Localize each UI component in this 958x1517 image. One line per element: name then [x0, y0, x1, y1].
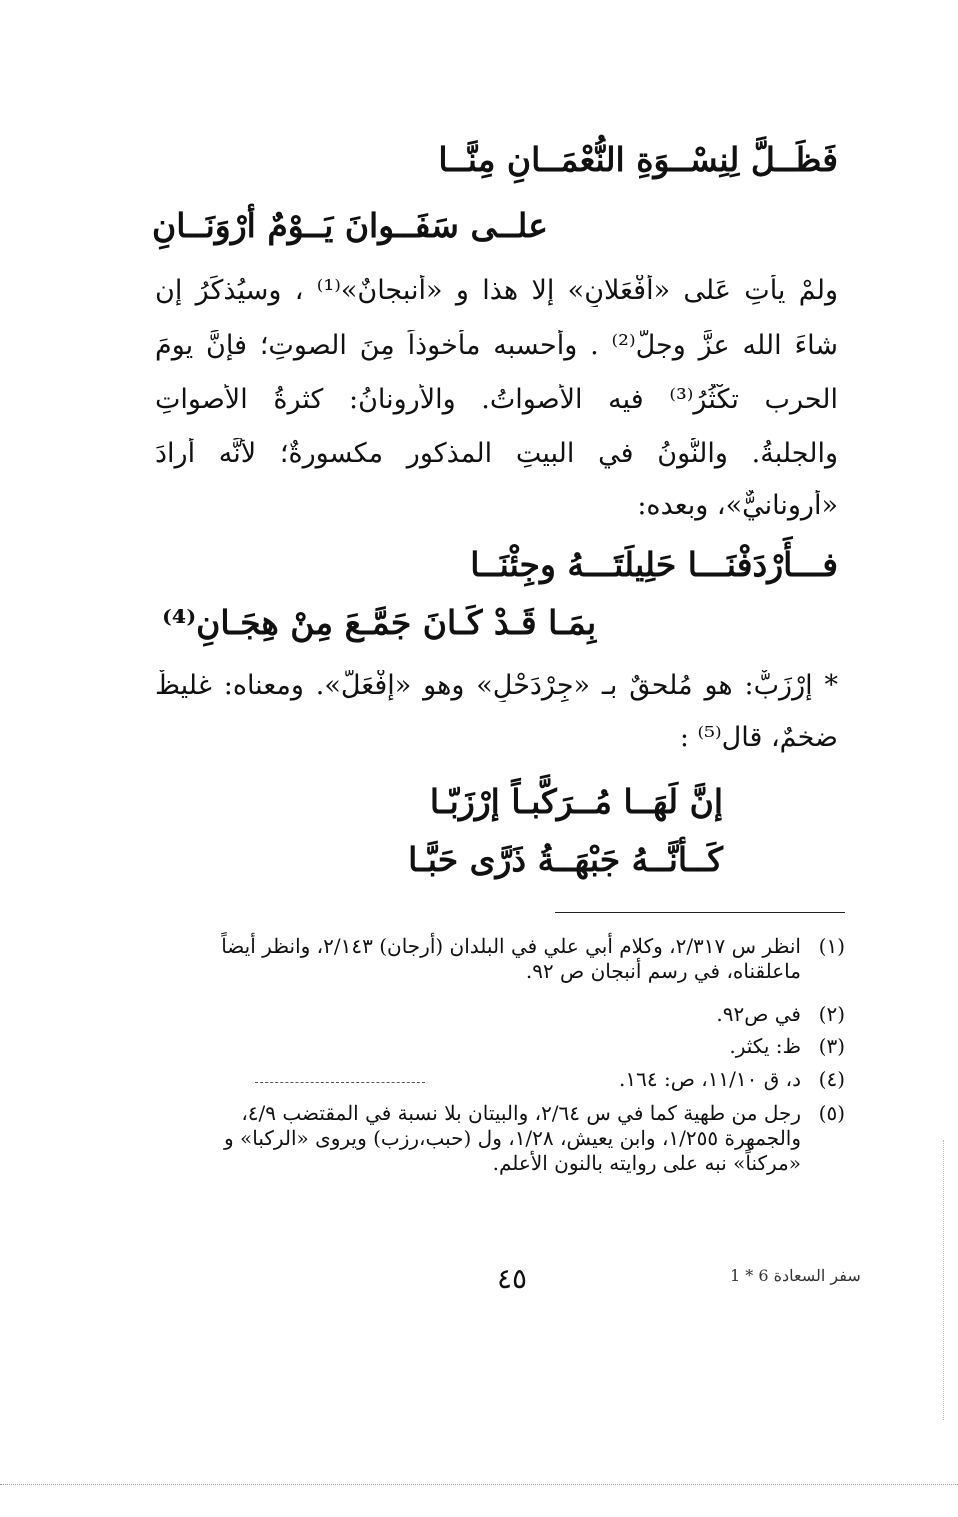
footnote-number: (٤) [818, 1067, 845, 1091]
scan-edge-line [0, 1484, 958, 1485]
verse-first-hemistich: إنَّ لَهَــا مُــرَكَّبـاً إرْزَبّـا [429, 782, 723, 821]
footnote-number: (٣) [818, 1034, 845, 1058]
paragraph-line: ولمْ يأتِ عَلى «أَفْعَلانٍ» إلا هذا و «أَنبجانٌ»⁽¹⁾ ، وسيُذكَرُ إن [155, 275, 838, 306]
paragraph-line: * إرْزَبٌّ: هو مُلحقٌ بـ «جِرْدَحْلٍ» وهو «إِفْعَلٌّ». ومعناه: غليظٌ [155, 670, 838, 701]
verse-first-hemistich: فـــأَرْدَفْنَـــا حَلِيلَتَـــهُ وجِئْنَــا [470, 545, 838, 584]
paragraph-line: شاءَ الله عزَّ وجلَّ⁽²⁾ . وأحسبه مأخوذاً مِنَ الصوتِ؛ فإنَّ يومَ [155, 330, 838, 361]
footnote-text: في ص٩٢. [716, 1002, 801, 1026]
footnote-dashed-line [255, 1082, 425, 1083]
verse-second-hemistich: علــى سَفَــوانَ يَــوْمٌ أرْوَنَــانِ [152, 206, 548, 245]
footnote [145, 1067, 845, 1092]
paragraph-line: «أرونانيٌّ»، وبعده: [637, 490, 838, 521]
verse-first-hemistich: فَظَــلَّ لِنِسْــوَةِ النُّعْمَــانِ مِنَّــا [438, 140, 838, 179]
footnote-text: رجل من طهية كما في س ٢/٦٤، والبيتان بلا نسبة في المقتضب ٤/٩، [241, 1101, 801, 1125]
footnote-separator [555, 912, 845, 913]
footnote-number: (٢) [818, 1002, 845, 1026]
footnote-text: «مركناً» نبه على روايته بالنون الأعلم. [492, 1151, 801, 1175]
footnote [145, 1101, 845, 1176]
paragraph-line: ضخمٌ، قال⁽⁵⁾ : [679, 722, 838, 753]
footnote [145, 934, 845, 984]
paragraph-line: الحرب تكْثُرُ⁽³⁾ فيه الأصواتُ. والأرونانُ: كثرةُ الأصواتِ [155, 384, 838, 415]
footnote-text: ماعلقناه، في رسم أنبجان ص ٩٢. [525, 959, 801, 983]
running-footer: سفر السعادة 6 * 1 [730, 1266, 861, 1285]
verse-second-hemistich: كَــأنَّــهُ جَبْهَــةُ ذَرَّى حَبَّـا [408, 840, 723, 879]
footnote-text: والجمهرة ١/٢٥٥، وابن يعيش، ١/٢٨، ول (حبب،رزب) ويروى «الركبا» و [223, 1126, 801, 1150]
footnote-number: (٥) [818, 1101, 845, 1125]
scan-margin-line [943, 1140, 944, 1420]
footnote-text: انظر س ٢/٣١٧، وكلام أبي علي في البلدان (أرجان) ٢/١٤٣، وانظر أيضاً [221, 934, 801, 958]
footnote-text: ظ: يكثر. [729, 1034, 801, 1058]
verse-second-hemistich: بِمَـا قَـدْ كَـانَ جَمَّـعَ مِنْ هِجَـانِ⁽⁴⁾ [162, 603, 597, 642]
footnote [145, 1034, 845, 1059]
footnote-number: (١) [818, 934, 845, 958]
footnote [145, 1002, 845, 1027]
page-number: ٤٥ [496, 1262, 528, 1295]
paragraph-line: والجلبةُ. والنُّونُ في البيتِ المذكور مكسورةٌ؛ لأنَّه أرادَ [155, 438, 838, 469]
footnote-text: د، ق ١١/١٠، ص: ١٦٤. [619, 1067, 801, 1091]
